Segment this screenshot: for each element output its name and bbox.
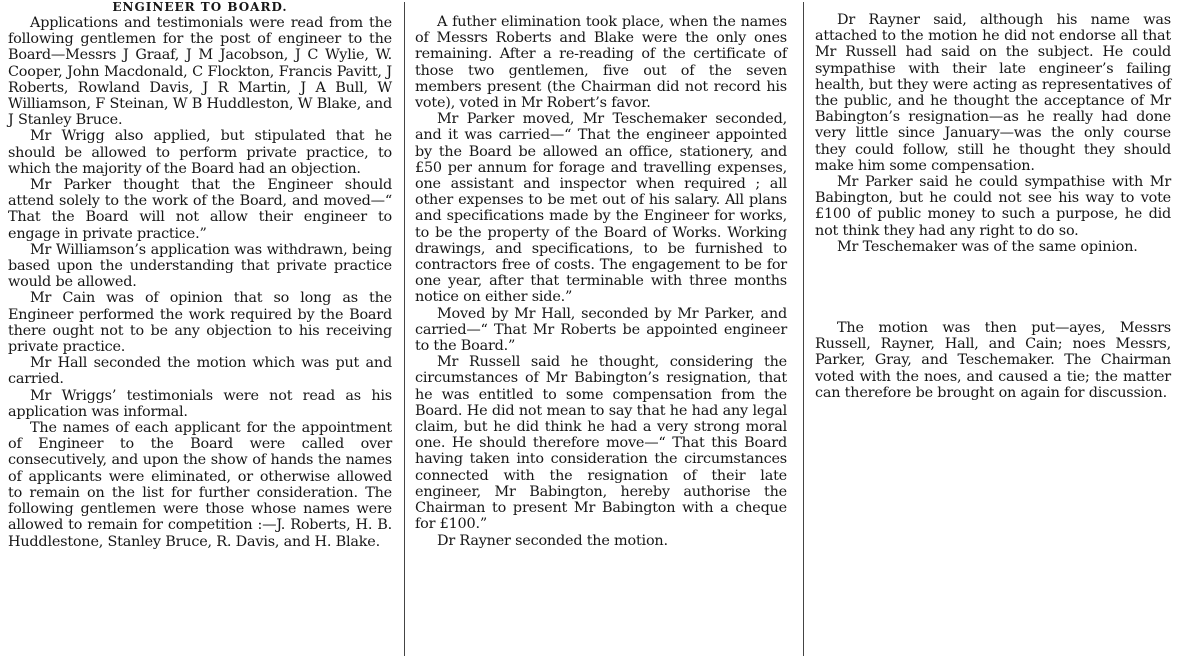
- paragraph: Mr Russell said he thought, considering the circumstances of Mr Babington’s resignation, that he was entitled to some compensation from the Board. He did not mean to say that he had any legal claim, but he did think he had a very strong moral one. He should therefore move—“ That this Board having taken into consideration the circumstances connected with the resignation of their late engineer, Mr Babington, hereby authorise the Chairman to present Mr Babington with a cheque for £100.”: [415, 354, 787, 533]
- column-rule: [404, 2, 405, 656]
- paragraph: The names of each applicant for the appointment of Engineer to the Board were called over consecutively, and upon the show of hands the names of applicants were eliminated, or otherwise allowed to remain on the list for further consideration. The following gentlemen were those whose names were allowed to remain for competition :—J. Roberts, H. B. Huddlestone, Stanley Bruce, R. Davis, and H. Blake.: [8, 420, 392, 550]
- paragraph: Mr Wriggs’ testimonials were not read as his application was informal.: [8, 387, 392, 420]
- paragraph: Applications and testimonials were read from the following gentlemen for the post of engineer to the Board—Messrs J Graaf, J M Jacobson, J C Wylie, W. Cooper, John Macdonald, C Flockton, Francis Pavitt, J Roberts, Rowland Davis, J R Martin, J A Bull, W Williamson, F Steinan, W B Huddleston, W Blake, and J Stanley Bruce.: [8, 15, 392, 129]
- paragraph: Dr Rayner seconded the motion.: [437, 532, 668, 549]
- paragraph: Mr Hall seconded the motion which was put and carried.: [8, 355, 392, 388]
- column-2: [415, 0, 787, 549]
- paragraph: The motion was then put—ayes, Messrs Russell, Rayner, Hall, and Cain; noes Messrs, Parker, Gray, and Teschemaker. The Chairman voted with the noes, and caused a tie; the matter can therefore be brought on again for discussion.: [815, 320, 1171, 401]
- paragraph: Mr Wrigg also applied, but stipulated that he should be allowed to perform private practice, to which the majority of the Board had an objection.: [8, 128, 392, 177]
- paragraph: Mr Williamson’s application was withdrawn, being based upon the understanding that private practice would be allowed.: [8, 241, 392, 291]
- paragraph: A futher elimination took place, when the names of Messrs Roberts and Blake were the only ones remaining. After a re-reading of the certificate of those two gentlemen, five out of the seven members present (the Chairman did not record his vote), voted in Mr Robert’s favor.: [415, 14, 787, 112]
- paragraph: Moved by Mr Hall, seconded by Mr Parker, and carried—“ That Mr Roberts be appointed engineer to the Board.”: [415, 305, 787, 355]
- paragraph: Mr Parker moved, Mr Teschemaker seconded, and it was carried—“ That the engineer appointed by the Board be allowed an office, stationery, and £50 per annum for forage and travelling expenses, one assistant and inspector when required ; all other expenses to be met out of his salary. All plans and specifications made by the Engineer for works, to be the property of the Board of Works. Working drawings, and specifications, to be furnished to contractors free of costs. The engagement to be for one year, after that terminable with three months notice on either side.”: [415, 111, 787, 306]
- paragraph: Mr Parker thought that the Engineer should attend solely to the work of the Board, and moved—“ That the Board will not allow their engineer to engage in private practice.”: [8, 177, 392, 242]
- paragraph: Mr Parker said he could sympathise with Mr Babington, but he could not see his way to vote £100 of public money to such a purpose, he did not think they had any right to do so.: [815, 174, 1171, 239]
- column-3-continuation: [815, 320, 1171, 401]
- paragraph: Mr Cain was of opinion that so long as the Engineer performed the work required by the Board there ought not to be any objection to his receiving private practice.: [8, 290, 392, 356]
- paragraph: Mr Teschemaker was of the same opinion.: [837, 238, 1138, 255]
- column-3: [815, 0, 1171, 255]
- column-rule: [803, 2, 804, 656]
- article-heading: ENGINEER TO BOARD.: [112, 0, 288, 14]
- paragraph: Dr Rayner said, although his name was attached to the motion he did not endorse all that Mr Russell had said on the subject. He could sympathise with their late engineer’s failing health, but they were acting as representatives of the public, and he thought the acceptance of Mr Babington’s resignation—as he really had done very little since January—was the only course they could follow, still he thought they should make him some compensation.: [815, 12, 1171, 174]
- column-1: [8, 0, 392, 550]
